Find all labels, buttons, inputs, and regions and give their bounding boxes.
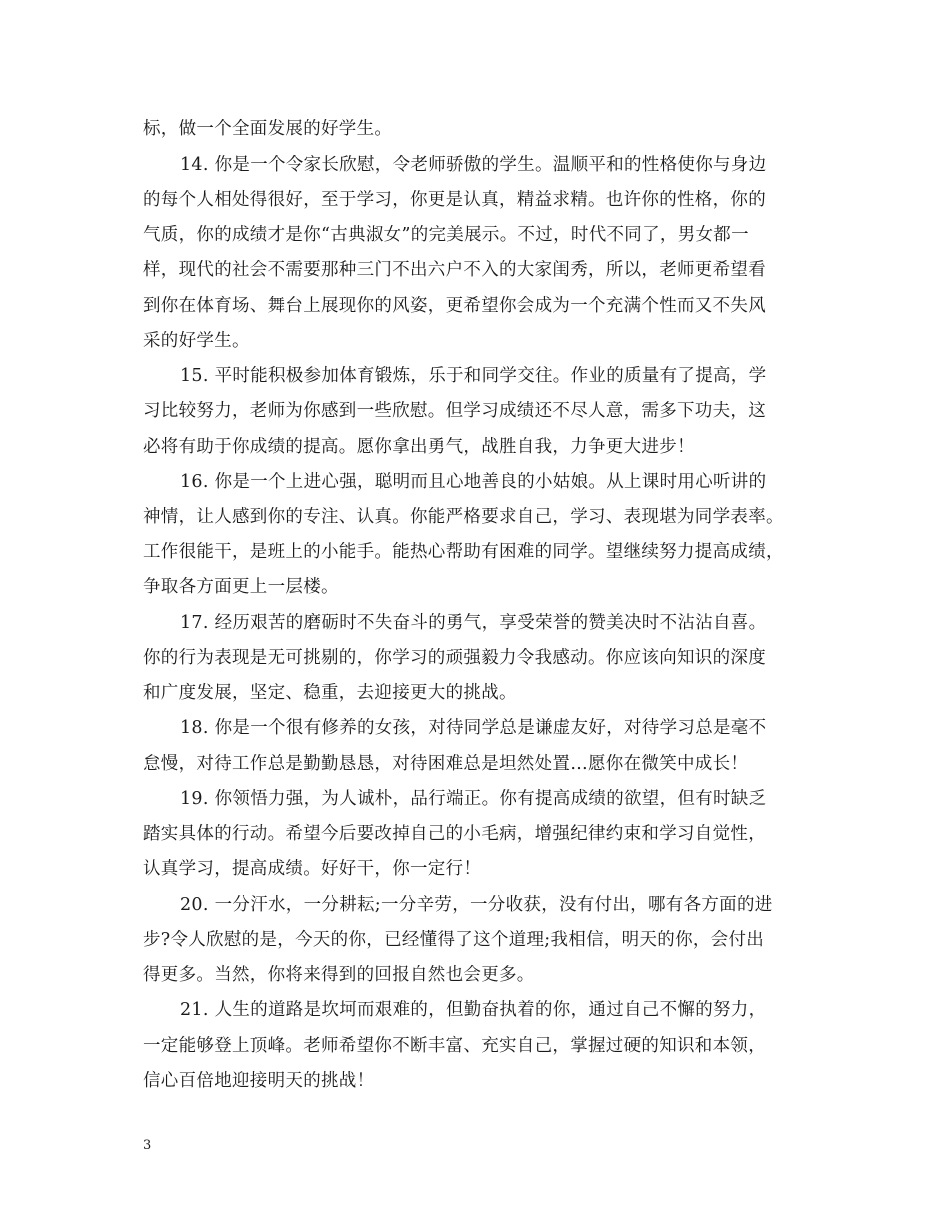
text-line: 21. 人生的道路是坎坷而艰难的，但勤奋执着的你，通过自己不懈的努力， <box>180 1000 767 1020</box>
text-line: 到你在体育场、舞台上展现你的风姿，更希望你会成为一个充满个性而又不失风 <box>143 296 766 316</box>
text-line: 和广度发展，坚定、稳重，去迎接更大的挑战。 <box>143 683 517 703</box>
text-line: 信心百倍地迎接明天的挑战！ <box>143 1071 375 1091</box>
text-line: 必将有助于你成绩的提高。愿你拿出勇气，战胜自我，力争更大进步！ <box>143 437 695 457</box>
text-line: 怠慢，对待工作总是勤勤恳恳，对待困难总是坦然处置…愿你在微笑中成长！ <box>143 754 749 774</box>
text-line: 你的行为表现是无可挑剔的，你学习的顽强毅力令我感动。你应该向知识的深度 <box>143 648 766 668</box>
page-number: 3 <box>143 1138 152 1153</box>
text-line: 15. 平时能积极参加体育锻炼，乐于和同学交往。作业的质量有了提高，学 <box>180 366 767 386</box>
text-line: 认真学习，提高成绩。好好干，你一定行！ <box>143 859 482 879</box>
text-line: 标，做一个全面发展的好学生。 <box>143 119 393 139</box>
text-line: 20. 一分汗水，一分耕耘;一分辛劳，一分收获，没有付出，哪有各方面的进 <box>180 895 773 915</box>
text-line: 步?令人欣慰的是，今天的你，已经懂得了这个道理;我相信，明天的你，会付出 <box>143 930 765 950</box>
text-line: 17. 经历艰苦的磨砺时不失奋斗的勇气，享受荣誉的赞美决时不沾沾自喜。 <box>180 613 767 633</box>
text-line: 一定能够登上顶峰。老师希望你不断丰富、充实自己，掌握过硬的知识和本领， <box>143 1036 766 1056</box>
text-line: 习比较努力，老师为你感到一些欣慰。但学习成绩还不尽人意，需多下功夫，这 <box>143 401 766 421</box>
text-line: 神情，让人感到你的专注、认真。你能严格要求自己，学习、表现堪为同学表率。 <box>143 507 784 527</box>
text-line: 的每个人相处得很好，至于学习，你更是认真，精益求精。也许你的性格，你的 <box>143 190 766 210</box>
text-line: 气质，你的成绩才是你“古典淑女”的完美展示。不过，时代不同了，男女都一 <box>143 225 749 245</box>
text-line: 工作很能干，是班上的小能手。能热心帮助有困难的同学。望继续努力提高成绩， <box>143 542 784 562</box>
text-line: 18. 你是一个很有修养的女孩，对待同学总是谦虚友好，对待学习总是毫不 <box>180 718 767 738</box>
text-line: 踏实具体的行动。希望今后要改掉自己的小毛病，增强纪律约束和学习自觉性， <box>143 824 766 844</box>
text-line: 16. 你是一个上进心强，聪明而且心地善良的小姑娘。从上课时用心听讲的 <box>180 472 767 492</box>
text-line: 样，现代的社会不需要那种三门不出六户不入的大家闺秀，所以，老师更希望看 <box>143 260 766 280</box>
text-line: 14. 你是一个令家长欣慰，令老师骄傲的学生。温顺平和的性格使你与身边 <box>180 155 767 175</box>
text-line: 19. 你领悟力强，为人诚朴，品行端正。你有提高成绩的欲望，但有时缺乏 <box>180 789 767 809</box>
text-line: 采的好学生。 <box>143 331 250 351</box>
text-line: 争取各方面更上一层楼。 <box>143 577 339 597</box>
text-line: 得更多。当然，你将来得到的回报自然也会更多。 <box>143 965 535 985</box>
